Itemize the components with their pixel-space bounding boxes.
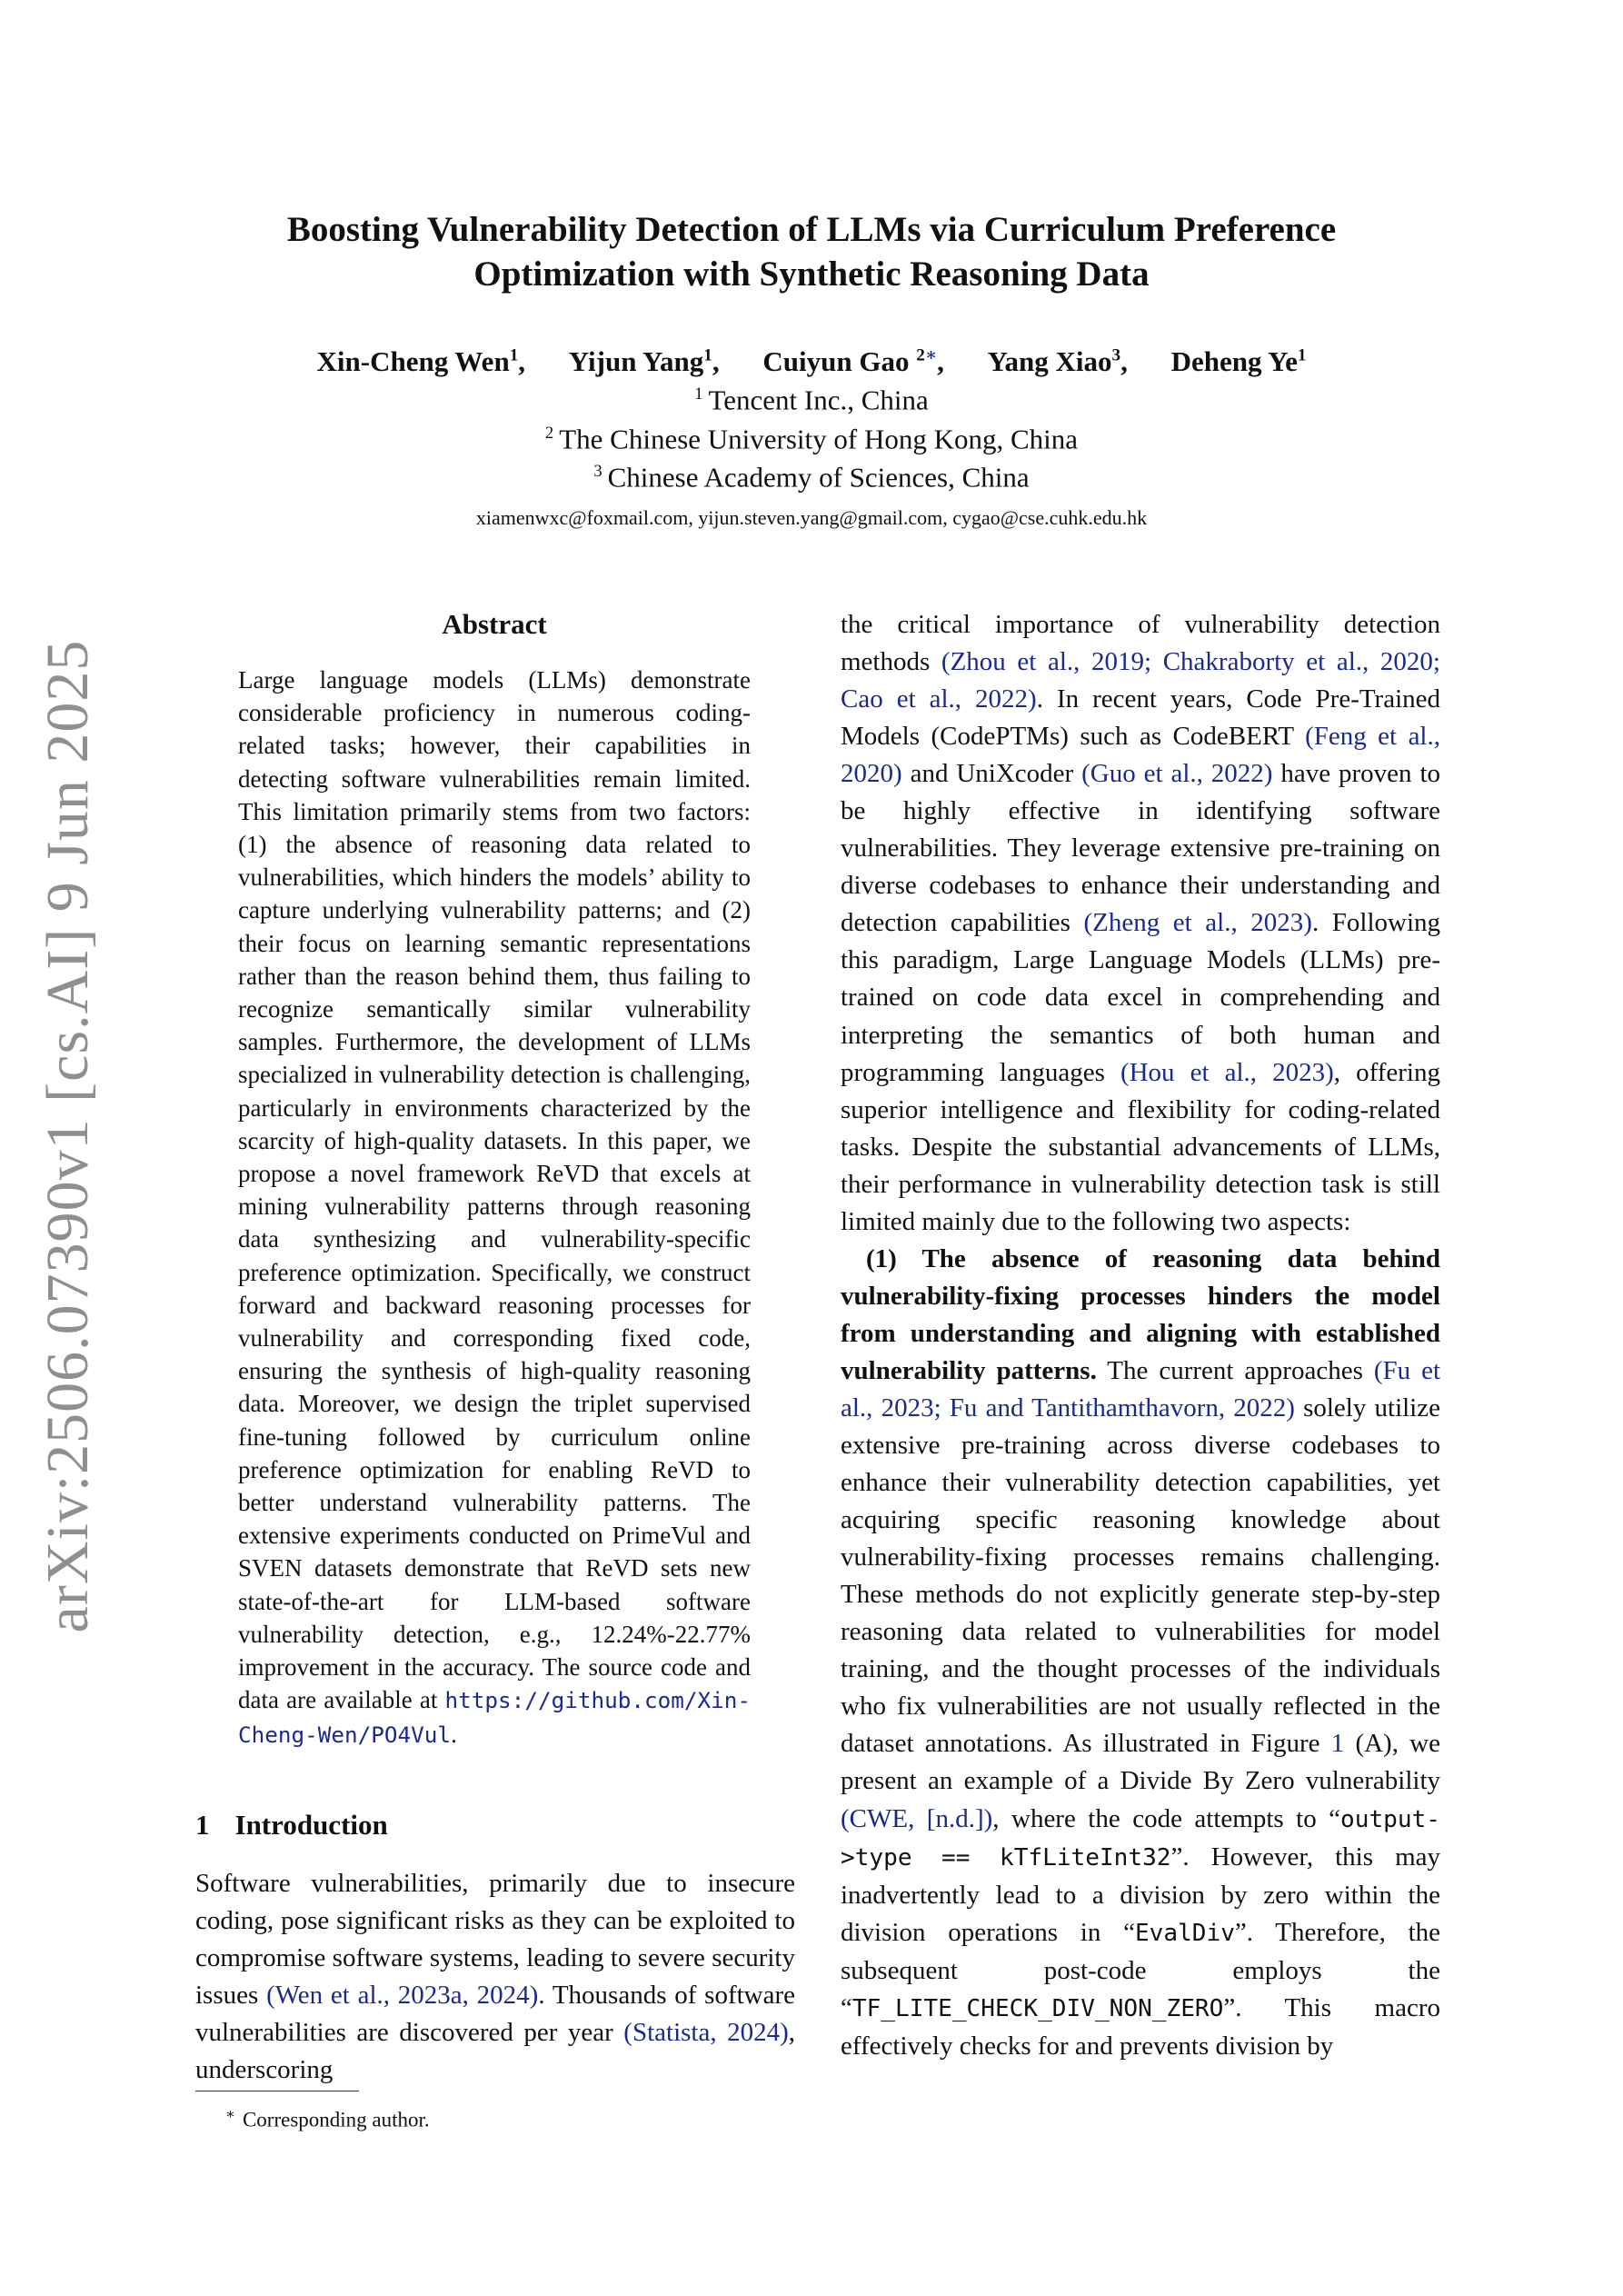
author: Deheng Ye$^1$ — [1170, 345, 1307, 378]
introduction-paragraph: Software vulnerabilities, primarily due to insecure coding, pose significant risks as they can be exploited to compromise software systems, leading to severe security issues (Wen et al., 2023a, 2024). Thousands of software vulnerabilities are discovered per year (Statista, 2024), underscoring — [195, 1869, 795, 2084]
citation-link[interactable]: (Zheng et al., 2023) — [1083, 908, 1312, 938]
citation-link[interactable]: (Zhou et al., 2019; Chakraborty et al., 2020; Cao et al., 2022) — [841, 647, 1440, 714]
author: Xin-Cheng Wen$^1$, — [316, 345, 526, 378]
section-heading-introduction: 1 Introduction — [195, 1809, 388, 1841]
abstract-text: Large language models (LLMs) demonstrate considerable proficiency in numerous coding-related tasks; however, their capabilities in detecting software vulnerabilities remain limited. This limitation primarily stems from two factors: (1) the absence of reasoning data related to vulnerabilities, which hinders the models’ ability to capture underlying vulnerability patterns; and (2) their focus on learning semantic representations rather than the reason behind them, thus failing to recognize semantically similar vulnerability samples. Furthermore, the development of LLMs specialized in vulnerability detection is challenging, particularly in environments characterized by the scarcity of high-quality datasets. In this paper, we propose a novel framework ReVD that excels at mining vulnerability patterns through reasoning data synthesizing and vulnerability-specific preference optimization. Specifically, we construct forward and backward reasoning processes for vulnerability and corresponding fixed code, ensuring the synthesis of high-quality reasoning data. Moreover, we design the triplet supervised fine-tuning followed by curriculum online preference optimization for enabling ReVD to better understand vulnerability patterns. The extensive experiments conducted on PrimeVul and SVEN datasets demonstrate that ReVD sets new state-of-the-art for LLM-based software vulnerability detection, e.g., 12.24%-22.77% improvement in the accuracy. The source code and data are available at https://github.com/Xin-Cheng-Wen/PO4Vul. — [238, 666, 751, 1748]
citation-link[interactable]: (Guo et al., 2022) — [1081, 759, 1273, 789]
figure-ref-link[interactable]: 1 — [1330, 1729, 1345, 1759]
title-line-2: Optimization with Synthetic Reasoning Data — [473, 255, 1150, 294]
citation-link[interactable]: (Feng et al., 2020) — [841, 722, 1440, 789]
title-line-1: Boosting Vulnerability Detection of LLMs via Curriculum Preference — [286, 210, 1337, 249]
body-paragraph: (1) The absence of reasoning data behind vulnerability-fixing processes hinders the model from understanding and aligning with established vulnerability patterns. The current approaches (Fu et al., 2023; Fu and Tantithamthavorn, 2022) solely utilize extensive pre-training across diverse codebases to enhance their vulnerability detection capabilities, yet acquiring specific reasoning knowledge about vulnerability-fixing processes remains challenging. These methods do not explicitly generate step-by-step reasoning data related to vulnerabilities for model training, and the thought processes of the individuals who fix vulnerabilities are not usually reflected in the dataset annotations. As illustrated in Figure 1 (A), we present an example of a Divide By Zero vulnerability (CWE, [n.d.]), where the code attempts to “output->type == kTfLiteInt32”. However, this may inadvertently lead to a division by zero within the division operations in “EvalDiv”. Therefore, the subsequent post-code employs the “TF_LITE_CHECK_DIV_NON_ZERO”. This macro effectively checks for and prevents division by — [841, 1243, 1441, 2061]
inline-code: output->type == kTfLiteInt32 — [841, 1805, 1441, 1872]
author-emails: xiamenwxc@foxmail.com, yijun.steven.yang@gmail.com, cygao@cse.cuhk.edu.hk — [475, 506, 1148, 529]
paper-title — [182, 207, 1441, 296]
right-column — [841, 606, 1440, 2065]
body-paragraph: the critical importance of vulnerability detection methods (Zhou et al., 2019; Chakraborty et al., 2020; Cao et al., 2022). In recent years, Code Pre-Trained Models (CodePTMs) such as CodeBERT (Feng et al., 2020) and UniXcoder (Guo et al., 2022) have proven to be highly effective in identifying software vulnerabilities. They leverage extensive pre-training on diverse codebases to enhance their understanding and detection capabilities (Zheng et al., 2023). Following this paradigm, Large Language Models (LLMs) pre-trained on code data excel in comprehending and interpreting the semantics of both human and programming languages (Hou et al., 2023), offering superior intelligence and flexibility for coding-related tasks. Despite the substantial advancements of LLMs, their performance in vulnerability detection task is still limited mainly due to the following two aspects: — [841, 610, 1440, 1236]
arxiv-side-stamp: arXiv:2506.07390v1 [cs.AI] 9 Jun 2025 — [35, 639, 101, 1633]
footnote: ∗ Corresponding author. — [225, 2107, 430, 2131]
code-link[interactable]: https://github.com/Xin-Cheng-Wen/PO4Vul — [238, 1687, 751, 1748]
author: Yang Xiao$^3$, — [987, 345, 1128, 378]
author-list — [182, 338, 1441, 380]
citation-link[interactable]: (Hou et al., 2023) — [1120, 1057, 1334, 1087]
author: Yijun Yang$^1$, — [568, 345, 720, 378]
corresponding-author-mark[interactable]: ∗ — [924, 346, 938, 365]
bold-claim: (1) The absence of reasoning data behind vulnerability-fixing processes hinders the model from understanding and aligning with established vulnerability patterns. — [841, 1243, 1440, 1385]
citation-link[interactable]: (CWE, [n.d.]) — [841, 1803, 993, 1833]
inline-code: EvalDiv — [1134, 1919, 1235, 1947]
author: Cuiyun Gao $^{2∗}$, — [762, 345, 944, 378]
citation-link[interactable]: (Statista, 2024) — [623, 2018, 789, 2047]
inline-code: TF_LITE_CHECK_DIV_NON_ZERO — [851, 1994, 1224, 2022]
citation-link[interactable]: (Fu et al., 2023; Fu and Tantithamthavorn, 2022) — [841, 1355, 1441, 1423]
affiliation: $^2$ The Chinese University of Hong Kong, China — [544, 423, 1079, 455]
citation-link[interactable]: (Wen et al., 2023a, 2024) — [266, 1981, 539, 2010]
affiliation: $^3$ Chinese Academy of Sciences, China — [593, 461, 1030, 494]
abstract-heading: Abstract — [442, 608, 547, 640]
affiliation: $^1$ Tencent Inc., China — [694, 384, 929, 416]
